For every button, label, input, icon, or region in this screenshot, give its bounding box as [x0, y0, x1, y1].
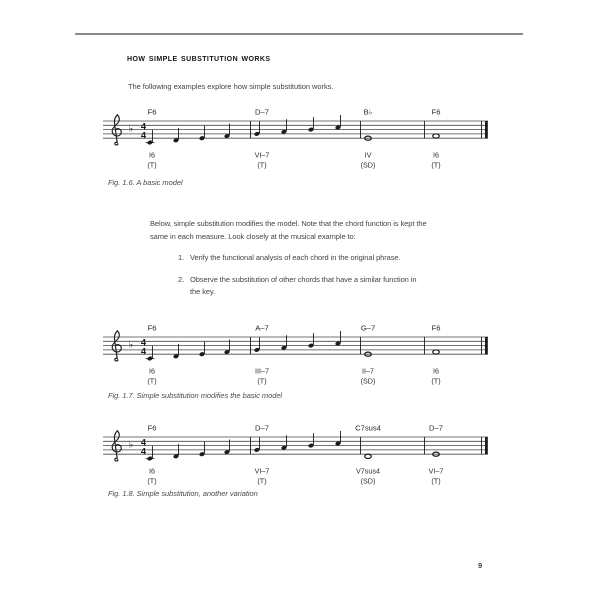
key-signature-flat: ♭: [128, 339, 134, 351]
chord-symbol: B♭: [363, 107, 373, 117]
chord-symbol: F6: [431, 107, 441, 117]
chord-symbol: C7sus4: [355, 423, 381, 433]
time-signature-bottom: 4: [140, 446, 147, 457]
body-paragraph-line: same in each measure. Look closely at the musical example to:: [150, 232, 356, 241]
list-item-1: [178, 252, 401, 264]
figure-caption-1-7: Fig. 1.7. Simple substitution modifies the basic model: [108, 391, 283, 400]
chord-symbol: F6: [431, 323, 441, 333]
chord-symbol: F6: [147, 423, 157, 433]
music-example-fig-1-6: [75, 103, 525, 175]
body-paragraph-line: Below, simple substitution modifies the model. Note that the chord function is kept the: [150, 219, 427, 228]
roman-numeral: I6: [433, 150, 439, 160]
chord-function: (T): [431, 476, 441, 486]
list-item-text: Verify the functional analysis of each chord in the original phrase.: [190, 253, 401, 262]
chord-function: (T): [147, 476, 157, 486]
intro-text: The following examples explore how simple substitution works.: [128, 82, 334, 91]
key-signature-flat: ♭: [128, 123, 134, 135]
list-item-text: the key.: [190, 287, 216, 296]
final-barline-thick: [485, 337, 488, 354]
chord-function: (T): [431, 160, 441, 170]
chord-symbol: D–7: [255, 107, 269, 117]
roman-numeral: IV: [364, 150, 372, 160]
music-example-fig-1-7: [75, 319, 525, 391]
chord-symbol: D–7: [429, 423, 443, 433]
chord-function: (SD): [360, 160, 376, 170]
roman-numeral: VI–7: [254, 466, 270, 476]
page-title: how simple substitution works: [127, 52, 271, 64]
roman-numeral: III–7: [255, 366, 269, 376]
chord-symbol: F6: [147, 107, 157, 117]
roman-numeral: I6: [149, 466, 155, 476]
staff-svg: [75, 419, 525, 491]
final-barline-thick: [485, 121, 488, 138]
chord-function: (T): [147, 376, 157, 386]
body-paragraph: [150, 217, 510, 243]
chord-function: (T): [257, 160, 267, 170]
figure-caption-1-8: Fig. 1.8. Simple substitution, another variation: [108, 489, 258, 498]
roman-numeral: I6: [149, 150, 155, 160]
time-signature-bottom: 4: [140, 346, 147, 357]
chord-function: (T): [431, 376, 441, 386]
time-signature-top: 4: [140, 337, 147, 348]
time-signature-top: 4: [140, 437, 147, 448]
chord-function: (T): [257, 376, 267, 386]
page-number: 9: [478, 561, 483, 570]
list-item-2: [178, 274, 416, 298]
key-signature-flat: ♭: [128, 439, 134, 451]
chord-function: (SD): [360, 376, 376, 386]
final-barline-thick: [485, 437, 488, 454]
list-item-number: 1.: [178, 253, 185, 262]
whole-note: [365, 454, 372, 458]
roman-numeral: VI–7: [254, 150, 270, 160]
time-signature-top: 4: [140, 121, 147, 132]
roman-numeral: I6: [149, 366, 155, 376]
roman-numeral: V7sus4: [356, 466, 380, 476]
chord-function: (T): [257, 476, 267, 486]
roman-numeral: II–7: [362, 366, 374, 376]
chord-symbol: A–7: [255, 323, 269, 333]
list-item-number: 2.: [178, 275, 185, 284]
music-example-fig-1-8: [75, 419, 525, 491]
whole-note: [433, 134, 440, 138]
staff-svg: [75, 319, 525, 391]
chord-symbol: D–7: [255, 423, 269, 433]
roman-numeral: I6: [433, 366, 439, 376]
list-item-text: Observe the substitution of other chords that have a similar function in: [190, 275, 417, 284]
chord-symbol: F6: [147, 323, 157, 333]
header-rule: [75, 33, 523, 35]
figure-caption-1-6: Fig. 1.6. A basic model: [108, 178, 183, 187]
chord-function: (SD): [360, 476, 376, 486]
chord-symbol: G–7: [360, 323, 376, 333]
chord-function: (T): [147, 160, 157, 170]
staff-svg: [75, 103, 525, 175]
roman-numeral: VI–7: [428, 466, 444, 476]
whole-note: [433, 350, 440, 354]
time-signature-bottom: 4: [140, 130, 147, 141]
